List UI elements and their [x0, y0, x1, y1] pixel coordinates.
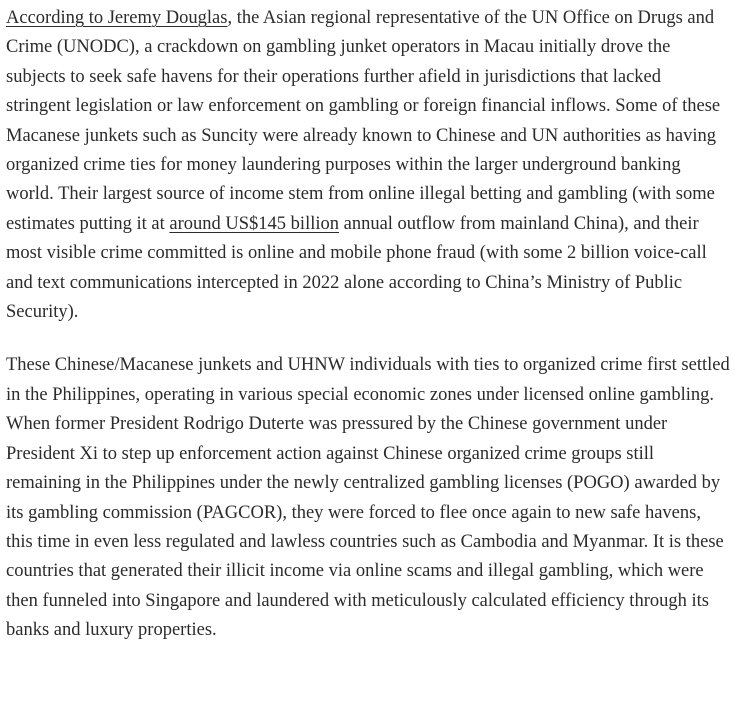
link-jeremy-douglas[interactable]: According to Jeremy Douglas	[6, 8, 228, 28]
paragraph-2	[6, 351, 730, 645]
paragraph-1	[6, 4, 730, 327]
paragraph-text: These Chinese/Macanese junkets and UHNW individuals with ties to organized crime first settled in the Philippines, operating in various special economic zones under licensed online gambling. When former President Rodrigo Duterte was pressured by the Chinese government under President Xi to step up enforcement action against Chinese organized crime groups still remaining in the Philippines under the newly centralized gambling licenses (POGO) awarded by its gambling commission (PAGCOR), they were forced to flee once again to new safe havens, this time in even less regulated and lawless countries such as Cambodia and Myanmar. It is these countries that generated their illicit income via online scams and illegal gambling, which were then funneled into Singapore and laundered with meticulously calculated efficiency through its banks and luxury properties.	[6, 355, 730, 641]
paragraph-text: annual outflow from mainland China), and their most visible crime committed is online and mobile phone fraud (with some 2 billion voice-call and text communications intercepted in 2022 alone according to China’s Ministry of Public Security).	[6, 213, 707, 323]
paragraph-text: , the Asian regional representative of the UN Office on Drugs and Crime (UNODC), a crackdown on gambling junket operators in Macau initially drove the subjects to seek safe havens for their operations further afield in jurisdictions that lacked stringent legislation or law enforcement on gambling or foreign financial inflows. Some of these Macanese junkets such as Suncity were already known to Chinese and UN authorities as having organized crime ties for money laundering purposes within the larger underground banking world. Their largest source of income stem from online illegal betting and gambling (with some estimates putting it at	[6, 8, 721, 234]
article-body	[6, 4, 730, 646]
link-us145-billion[interactable]: around US$145 billion	[169, 213, 339, 234]
